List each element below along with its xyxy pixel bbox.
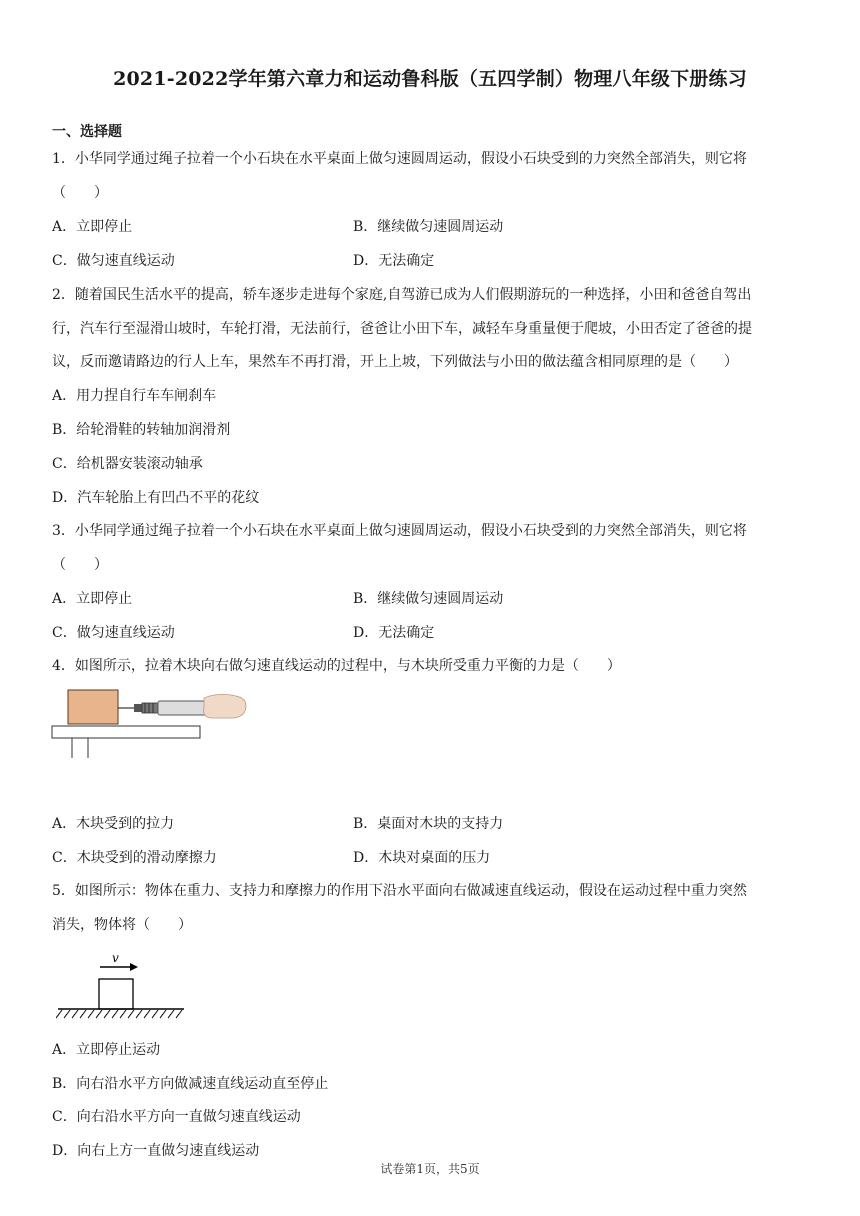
q2-option-b: B．给轮滑鞋的转轴加润滑剂 [52, 422, 231, 438]
q2-stem-line1: 2．随着国民生活水平的提高，轿车逐步走进每个家庭,自驾游已成为人们假期游玩的一种选择，小田和爸爸自驾出 [52, 287, 752, 303]
q2-option-d: D．汽车轮胎上有凹凸不平的花纹 [52, 490, 260, 506]
q5-option-d: D．向右上方一直做匀速直线运动 [52, 1143, 260, 1159]
q2-option-c: C．给机器安装滚动轴承 [52, 456, 203, 472]
q4-stem: 4．如图所示，拉着木块向右做匀速直线运动的过程中，与木块所受重力平衡的力是（ ） [52, 658, 621, 674]
q1-option-a: A．立即停止 [52, 219, 133, 235]
q4-option-a: A．木块受到的拉力 [52, 816, 175, 832]
q3-blank: （ ） [52, 557, 108, 573]
q3-option-d: D．无法确定 [353, 625, 435, 641]
q4-option-b: B．桌面对木块的支持力 [353, 816, 504, 832]
q1-option-d: D．无法确定 [353, 253, 435, 269]
q5-figure-block-on-ground [56, 950, 191, 1024]
hand-icon [204, 694, 246, 718]
q5-option-a: A．立即停止运动 [52, 1042, 161, 1058]
q1-stem: 1．小华同学通过绳子拉着一个小石块在水平桌面上做匀速圆周运动，假设小石块受到的力突然全部消失，则它将 [52, 151, 747, 167]
ground-hatching [56, 1010, 182, 1018]
wooden-block [68, 690, 118, 724]
q2-stem-line2: 行，汽车行至湿滑山坡时，车轮打滑，无法前行，爸爸让小田下车，减轻车身重量便于爬坡，小田否定了爸爸的提 [52, 321, 752, 337]
q4-option-d: D．木块对桌面的压力 [353, 850, 491, 866]
q4-option-c: C．木块受到的滑动摩擦力 [52, 850, 217, 866]
q1-blank: （ ） [52, 185, 108, 201]
section-heading: 一、选择题 [52, 124, 122, 140]
q2-option-a: A．用力捏自行车车闸刹车 [52, 388, 217, 404]
q2-stem-line3: 议，反而邀请路边的行人上车，果然车不再打滑，开上上坡，下列做法与小田的做法蕴含相同原理的是（ ） [52, 354, 738, 370]
moving-block [99, 979, 133, 1009]
q5-option-c: C．向右沿水平方向一直做匀速直线运动 [52, 1109, 301, 1125]
q3-stem: 3．小华同学通过绳子拉着一个小石块在水平桌面上做匀速圆周运动，假设小石块受到的力突然全部消失，则它将 [52, 523, 747, 539]
q3-option-c: C．做匀速直线运动 [52, 625, 175, 641]
q3-option-b: B．继续做匀速圆周运动 [353, 591, 504, 607]
page-footer: 试卷第1页，共5页 [380, 1162, 480, 1176]
q5-option-b: B．向右沿水平方向做减速直线运动直至停止 [52, 1076, 329, 1092]
q3-option-a: A．立即停止 [52, 591, 133, 607]
q4-figure-block-on-table [50, 688, 250, 760]
table-top [52, 726, 200, 738]
velocity-arrowhead [130, 963, 138, 971]
spring-scale-body [158, 701, 206, 715]
q5-stem-line1: 5．如图所示：物体在重力、支持力和摩擦力的作用下沿水平面向右做减速直线运动，假设在运动过程中重力突然 [52, 883, 747, 899]
spring-scale-hook [134, 704, 142, 712]
spring-scale-coil [142, 703, 158, 713]
q5-stem-line2: 消失，物体将（ ） [52, 917, 192, 933]
velocity-label: v [112, 951, 119, 965]
page-title: 2021-2022学年第六章力和运动鲁科版（五四学制）物理八年级下册练习 [113, 68, 747, 90]
q1-option-c: C．做匀速直线运动 [52, 253, 175, 269]
q1-option-b: B．继续做匀速圆周运动 [353, 219, 504, 235]
